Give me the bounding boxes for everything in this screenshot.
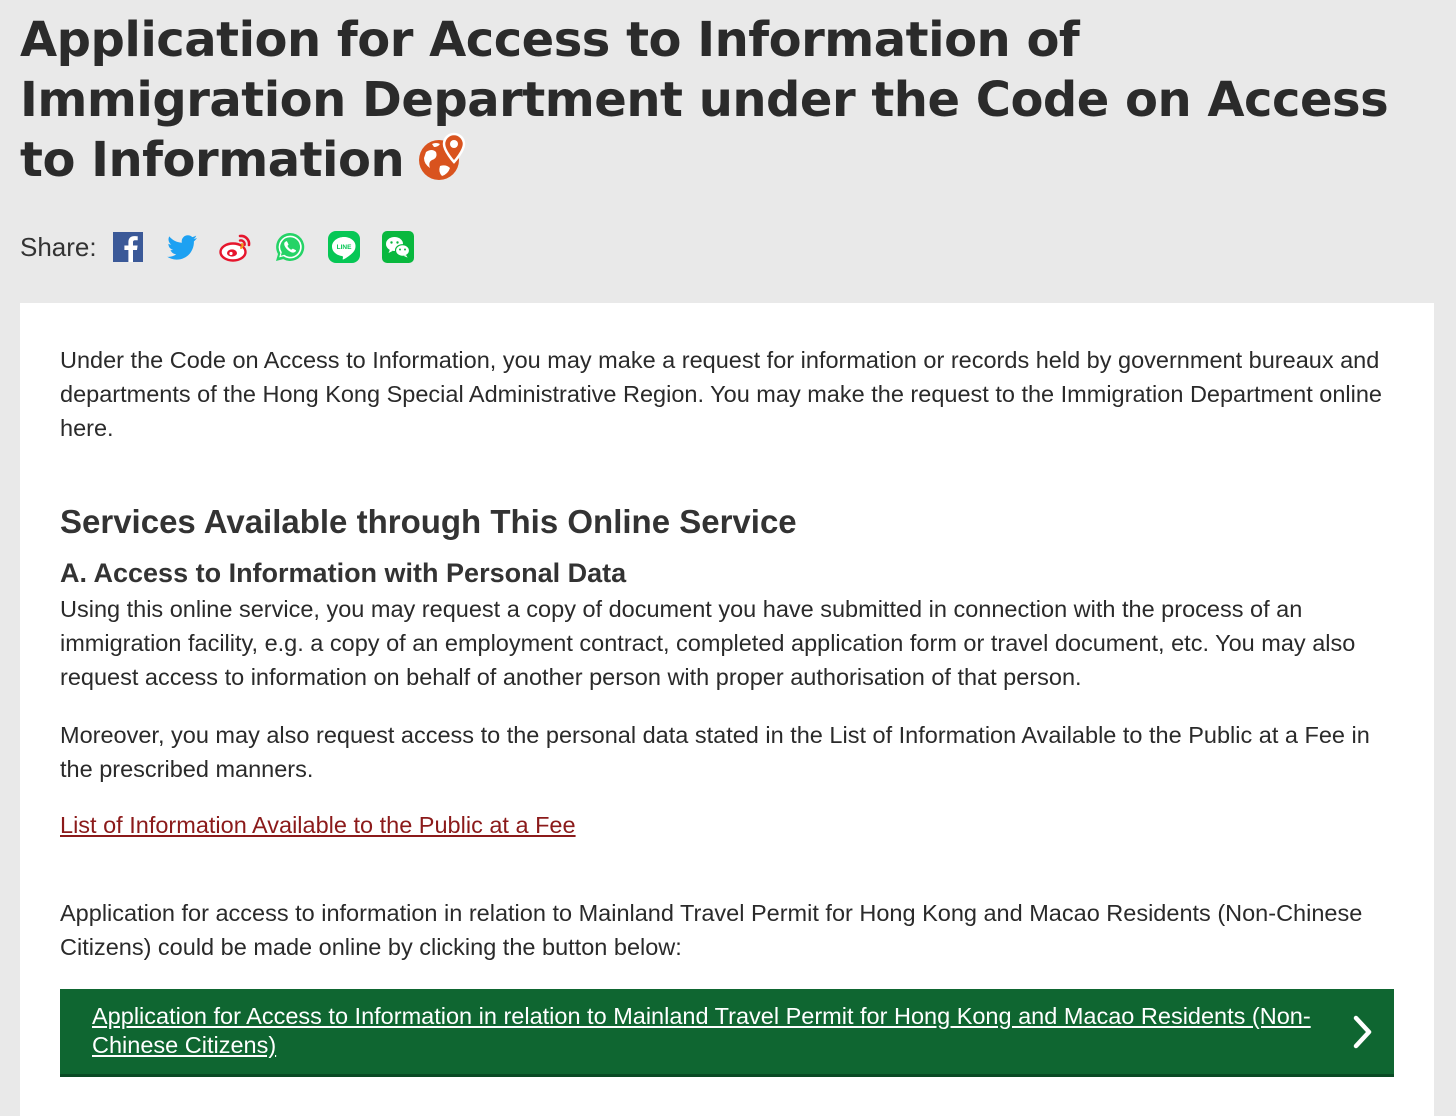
wechat-icon[interactable]	[381, 230, 415, 264]
weibo-icon[interactable]	[219, 230, 253, 264]
facebook-icon[interactable]	[111, 230, 145, 264]
line-icon[interactable]	[327, 230, 361, 264]
section-a-description: Using this online service, you may request a copy of document you have submitted in connection with the process of an immigration facility, e.g. a copy of an employment contract, completed application form or travel document, etc. You may also request access to information on behalf of another person with proper authorisation of that person.	[60, 596, 1356, 690]
content-card	[20, 303, 1434, 1116]
globe-location-icon	[418, 132, 466, 196]
mtp-application-button[interactable]	[60, 989, 1394, 1077]
moreover-paragraph: Moreover, you may also request access to the personal data stated in the List of Information Available to the Public at a Fee in the prescribed manners.	[60, 722, 1370, 782]
share-bar	[20, 228, 435, 266]
twitter-icon[interactable]	[165, 230, 199, 264]
page-title	[20, 10, 1420, 196]
chevron-right-icon	[1352, 1015, 1374, 1054]
whatsapp-icon[interactable]	[273, 230, 307, 264]
page-title-text: Application for Access to Information of Immigration Department under the Code on Access to Information	[20, 12, 1389, 188]
section-heading: Services Available through This Online Service	[60, 503, 797, 540]
share-label: Share:	[20, 231, 97, 262]
mtp-paragraph: Application for access to information in relation to Mainland Travel Permit for Hong Kong and Macao Residents (Non-Chinese Citizens) could be made online by clicking the button below:	[60, 900, 1363, 960]
fee-list-link[interactable]: List of Information Available to the Public at a Fee	[60, 812, 576, 838]
section-a-heading: A. Access to Information with Personal Data	[60, 558, 627, 588]
intro-paragraph: Under the Code on Access to Information, you may make a request for information or records held by government bureaux and departments of the Hong Kong Special Administrative Region. You may make the request to the Immigration Department online here.	[60, 347, 1382, 441]
svg-text:LINE: LINE	[336, 244, 352, 252]
mtp-button-label: Application for Access to Information in relation to Mainland Travel Permit for Hong Kong and Macao Residents (Non-Chinese Citizens)	[92, 1003, 1311, 1058]
